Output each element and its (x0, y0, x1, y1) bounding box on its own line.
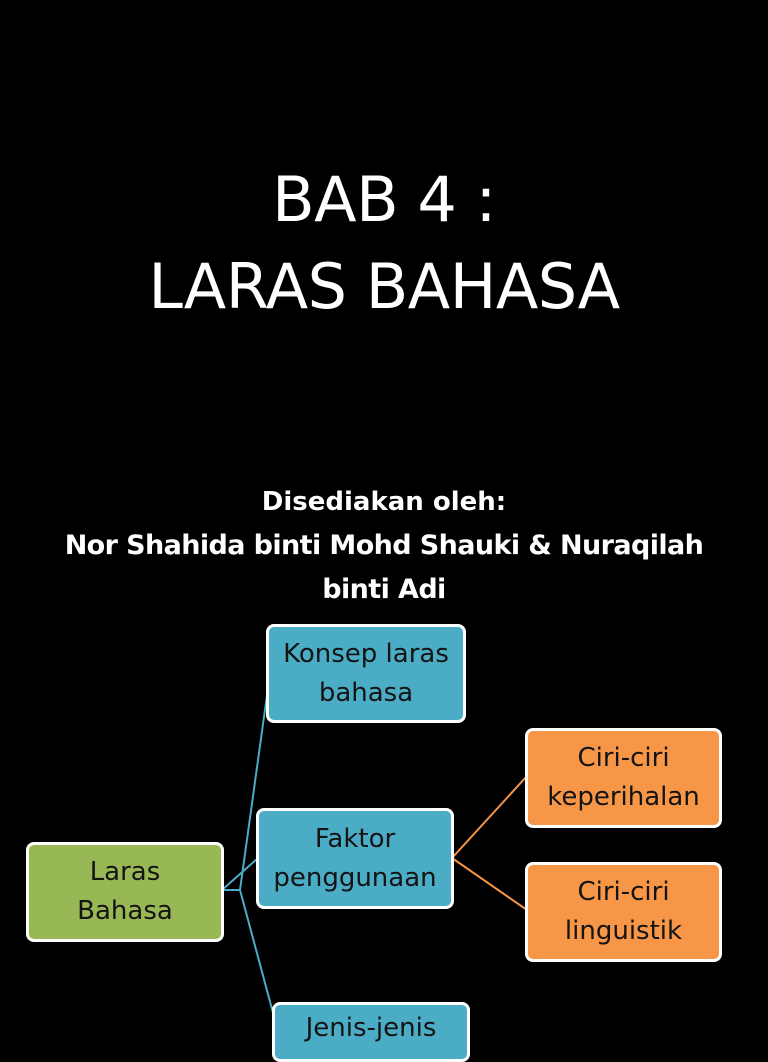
grandchild-node-linguistik (525, 862, 722, 962)
connector-faktor-linguistik (452, 858, 527, 910)
child-node-jenis-label-1: Jenis-jenis (305, 1013, 437, 1043)
title-line-1: BAB 4 : (272, 163, 496, 236)
grandchild-linguistik-label-1: Ciri-ciri (577, 877, 670, 907)
child-node-faktor-label-1: Faktor (314, 823, 396, 854)
title-line-2: LARAS BAHASA (148, 250, 620, 323)
root-node-label-2: Bahasa (77, 896, 173, 926)
child-node-konsep-label-1: Konsep laras (283, 638, 449, 669)
grandchild-node-keperihalan (525, 728, 722, 828)
authors-line-2: binti Adi (322, 574, 446, 605)
connector-faktor-keperihalan (452, 776, 527, 858)
grandchild-keperihalan-label-1: Ciri-ciri (577, 743, 670, 773)
root-node-laras-bahasa (26, 842, 224, 942)
child-node-konsep (266, 624, 466, 723)
child-node-konsep-label-2: bahasa (318, 677, 414, 708)
root-node-label-1: Laras (89, 857, 161, 887)
child-node-jenis (272, 1002, 470, 1062)
child-node-faktor-label-2: penggunaan (273, 862, 437, 893)
prepared-by-label: Disediakan oleh: (261, 487, 507, 517)
connector-root-jenis (222, 890, 276, 1024)
grandchild-keperihalan-label-2: keperihalan (547, 782, 700, 812)
grandchild-linguistik-label-2: linguistik (564, 916, 683, 946)
child-node-faktor (256, 808, 454, 909)
authors-line-1: Nor Shahida binti Mohd Shauki & Nuraqilah (64, 530, 704, 561)
